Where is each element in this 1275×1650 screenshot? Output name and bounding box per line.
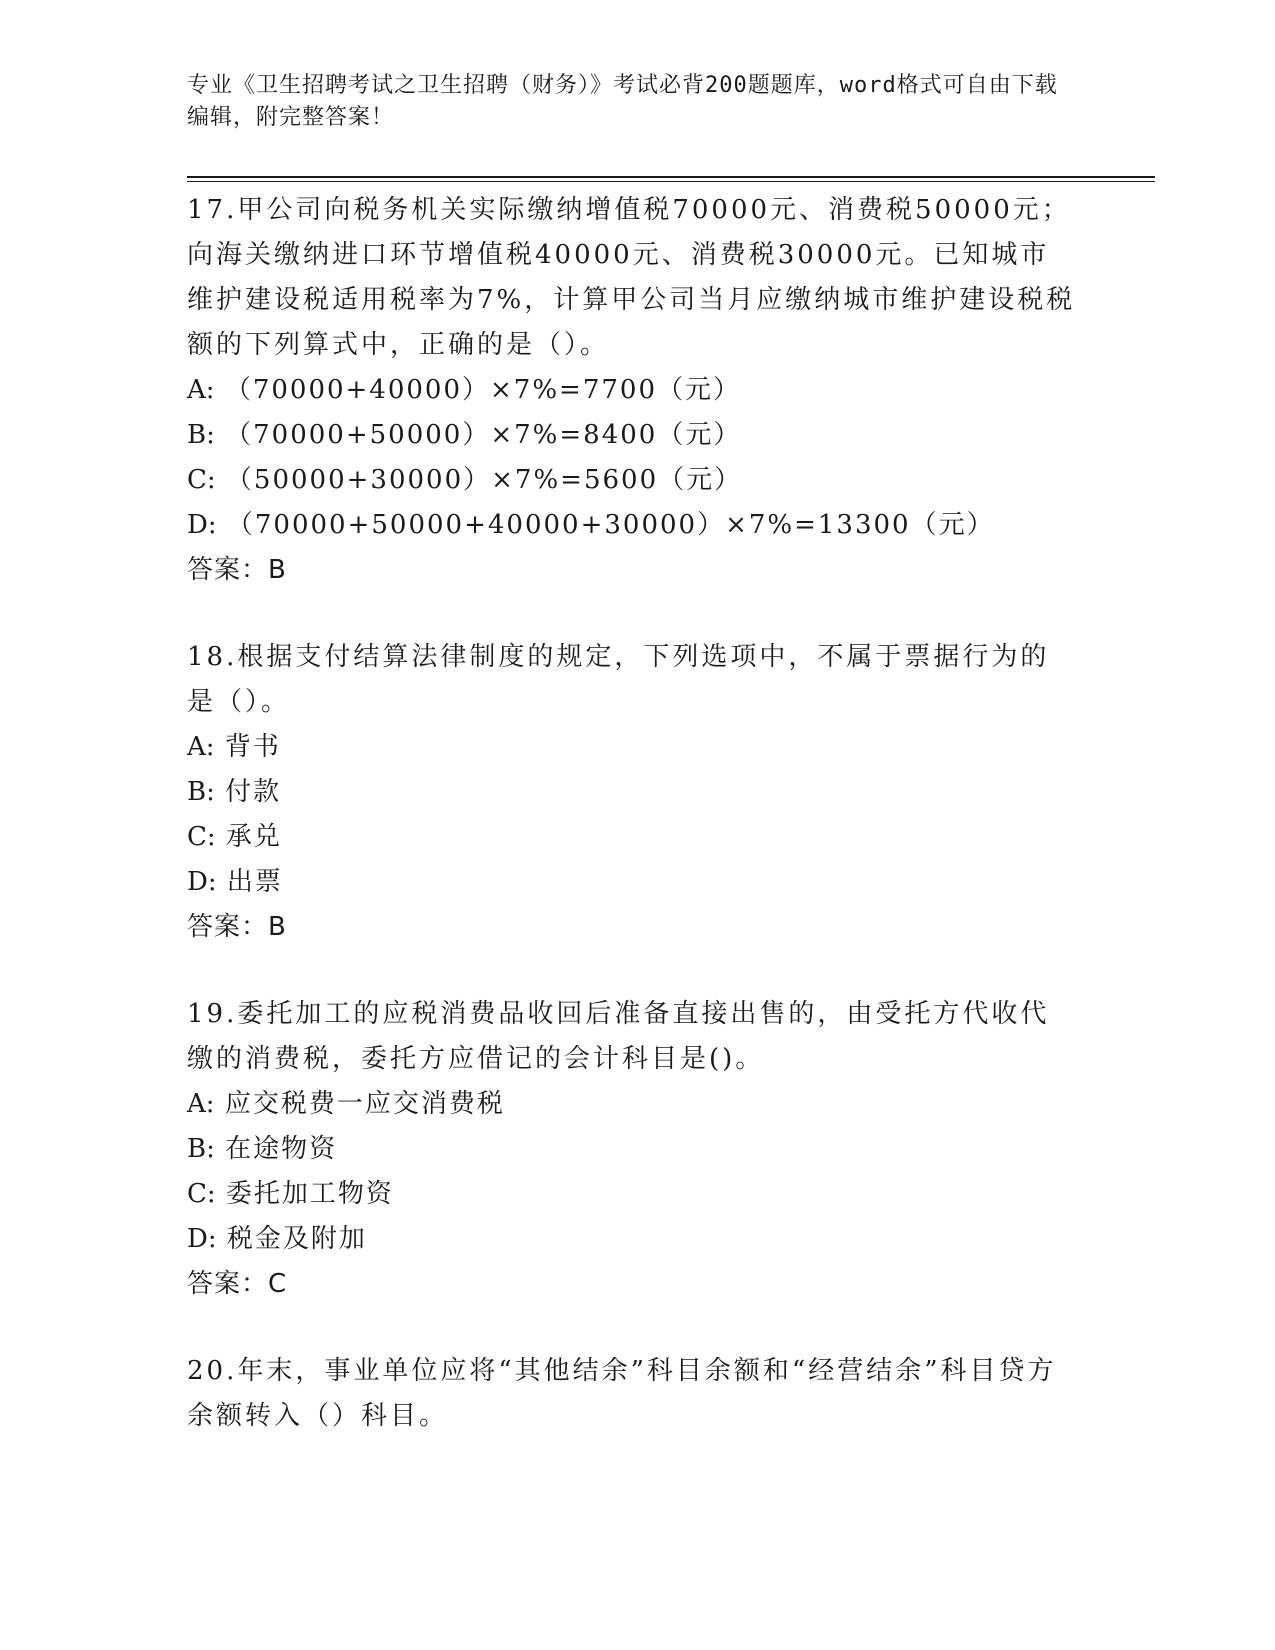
option-letter: C:	[187, 1179, 216, 1209]
option-text: 出票	[226, 867, 283, 897]
option-text: 税金及附加	[226, 1224, 367, 1254]
option-c	[187, 1172, 1077, 1217]
option-d	[187, 1217, 1077, 1262]
question-stem: 17.甲公司向税务机关实际缴纳增值税70000元、消费税50000元；向海关缴纳进口环节增值税40000元、消费税30000元。已知城市维护建设税适用税率为7%，计算甲公司当月应缴纳城市维护建设税税额的下列算式中，正确的是（）。	[187, 195, 1076, 360]
option-text: （70000+40000）×7%=7700（元）	[224, 375, 742, 405]
option-letter: A:	[187, 375, 215, 405]
option-text: 付款	[225, 777, 282, 807]
answer-line: 答案：C	[187, 1269, 288, 1299]
option-text: （50000+30000）×7%=5600（元）	[225, 465, 743, 495]
option-letter: C:	[187, 465, 216, 495]
header-rule-thin	[187, 181, 1155, 182]
option-d	[187, 503, 1077, 548]
option-letter: A:	[187, 732, 215, 762]
option-c	[187, 815, 1077, 860]
option-a	[187, 368, 1077, 413]
option-letter: C:	[187, 822, 216, 852]
question-stem: 18.根据支付结算法律制度的规定，下列选项中，不属于票据行为的是（）。	[187, 642, 1050, 717]
question-stem: 19.委托加工的应税消费品收回后准备直接出售的，由受托方代收代缴的消费税，委托方应借记的会计科目是()。	[187, 999, 1050, 1074]
question-18	[187, 635, 1077, 950]
answer-line: 答案：B	[187, 555, 287, 585]
option-b	[187, 1127, 1077, 1172]
question-stem: 20.年末，事业单位应将“其他结余”科目余额和“经营结余”科目贷方余额转入（）科目。	[187, 1356, 1057, 1431]
option-b	[187, 770, 1077, 815]
option-text: （70000+50000+40000+30000）×7%=13300（元）	[226, 510, 995, 540]
question-19	[187, 992, 1077, 1307]
option-letter: A:	[187, 1089, 215, 1119]
option-c	[187, 458, 1077, 503]
option-text: 承兑	[225, 822, 282, 852]
option-letter: D:	[187, 1224, 217, 1254]
option-a	[187, 725, 1077, 770]
question-17	[187, 188, 1077, 593]
document-header-title: 专业《卫生招聘考试之卫生招聘（财务）》考试必背200题题库，word格式可自由下载编辑，附完整答案！	[187, 73, 1058, 130]
option-text: 在途物资	[225, 1134, 338, 1164]
option-letter: B:	[187, 420, 215, 450]
option-letter: D:	[187, 510, 217, 540]
question-20	[187, 1349, 1077, 1439]
option-letter: B:	[187, 1134, 215, 1164]
header-rule-thick	[187, 176, 1155, 178]
option-d	[187, 860, 1077, 905]
option-a	[187, 1082, 1077, 1127]
option-b	[187, 413, 1077, 458]
question-list	[187, 188, 1077, 1481]
option-letter: B:	[187, 777, 215, 807]
option-letter: D:	[187, 867, 217, 897]
option-text: 应交税费一应交消费税	[224, 1089, 505, 1119]
option-text: 委托加工物资	[225, 1179, 394, 1209]
option-text: 背书	[224, 732, 281, 762]
option-text: （70000+50000）×7%=8400（元）	[225, 420, 742, 450]
answer-line: 答案：B	[187, 912, 287, 942]
